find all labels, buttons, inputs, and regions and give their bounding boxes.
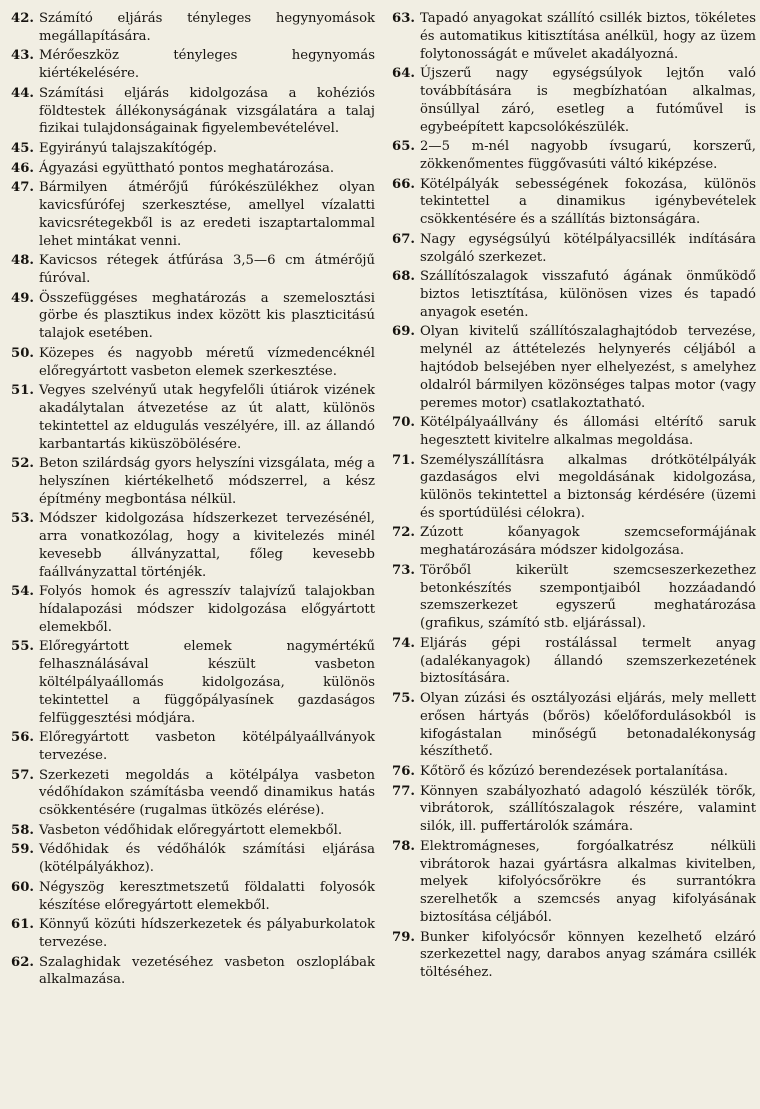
item-number: 42.	[11, 11, 34, 26]
list-item	[385, 838, 756, 927]
item-number: 56.	[11, 730, 34, 746]
item-text: Olyan kivitelű szállítószalaghajtódob tervezése, melynél az áttételezés helynyerés céljából a hajtódob belsejében nyer elhelyezést, s amelyhez oldalról bármilyen közönséges talpas motor (vagy peremes motor) csatlakoztatható.	[420, 324, 756, 411]
item-text: Szállítószalagok visszafutó ágának önműködő biztos letisztítása, különösen vizes és tapadó anyagok esetén.	[420, 269, 756, 320]
item-number: 53.	[11, 511, 34, 527]
item-number: 49.	[11, 290, 34, 306]
list-item	[4, 767, 375, 820]
list-item	[4, 638, 375, 727]
item-text: Zúzott kőanyagok szemcseformájának meghatározására módszer kidolgozása.	[420, 525, 756, 559]
list-item	[4, 160, 375, 178]
item-text: Eljárás gépi rostálással termelt anyag (adalékanyagok) állandó szemszerkezetének biztosítására.	[420, 635, 756, 687]
item-text: Törőből kikerült szemcseszerkezethez betonkészítés szempontjaiból hozzáadandó szemszerkezet egyszerű meghatározása (grafikus, számító stb. eljárással).	[420, 562, 756, 632]
item-number: 64.	[392, 66, 415, 82]
item-text: Összefüggéses meghatározás a szemelosztási görbe és plasztikus index között kis plaszticitású talajok esetében.	[39, 290, 375, 342]
item-text: Számítási eljárás kidolgozása a kohéziós földtestek állékonyságának vizsgálatára a talaj fizikai tulajdonságainak figyelembevételével.	[39, 85, 375, 137]
list-item	[4, 290, 375, 343]
list-item	[4, 345, 375, 381]
item-text: Könnyen szabályozható adagoló készülék törők, vibrátorok, szállítószalagok részére, valamint silók, ill. puffertárolók számára.	[420, 783, 756, 835]
list-item	[4, 822, 375, 840]
item-text: Olyan zúzási és osztályozási eljárás, mely mellett erősen hártyás (bőrös) kőelőfordulásokból is kifogástalan minőségű betonadalékonyság készíthető.	[420, 691, 756, 760]
list-item	[4, 916, 375, 952]
item-text: Közepes és nagyobb méretű vízmedencéknél előregyártott vasbeton elemek szerkesztése.	[39, 345, 375, 379]
item-number: 50.	[11, 345, 34, 361]
list-item	[385, 690, 756, 761]
left-column	[4, 10, 375, 1109]
item-number: 73.	[392, 562, 415, 578]
item-text: Kőtörő és kőzúzó berendezések portalanítása.	[420, 764, 728, 780]
right-column	[385, 10, 756, 1109]
list-item	[4, 729, 375, 765]
item-number: 79.	[392, 929, 415, 945]
list-item	[385, 268, 756, 321]
list-item	[385, 231, 756, 267]
item-number: 45.	[11, 140, 34, 156]
item-text: Négyszög keresztmetszetű földalatti folyosók készítése előregyártott elemekből.	[39, 879, 375, 913]
item-text: Beton szilárdság gyors helyszíni vizsgálata, még a helyszínen kiértékelhető módszerrel, a kész építmény megbontása nélkül.	[39, 456, 375, 507]
item-text: Tapadó anyagokat szállító csillék biztos, tökéletes és automatikus kitisztítása anélkül, hogy az üzem folytonosságát e művelet akadályozná.	[420, 11, 756, 62]
item-number: 68.	[392, 269, 415, 285]
item-number: 58.	[11, 822, 34, 838]
item-number: 75.	[392, 691, 415, 707]
item-number: 46.	[11, 160, 34, 176]
item-text: Módszer kidolgozása hídszerkezet tervezésénél, arra vonatkozólag, hogy a kivitelezés minél kevesebb állványzattal, főleg kevesebb faállványzattal történjék.	[39, 511, 375, 580]
item-number: 61.	[11, 917, 34, 933]
item-number: 69.	[392, 324, 415, 340]
item-number: 65.	[392, 139, 415, 155]
item-text: Számító eljárás tényleges hegynyomások megállapítására.	[39, 11, 375, 44]
item-text: Egyirányú talajszakítógép.	[39, 140, 217, 156]
list-item	[385, 452, 756, 523]
list-item	[385, 10, 756, 63]
list-item	[4, 510, 375, 581]
list-item	[4, 47, 375, 83]
list-item	[4, 455, 375, 508]
item-text: Kavicsos rétegek átfúrása 3,5—6 cm átmérőjű fúróval.	[39, 253, 375, 286]
list-item	[385, 562, 756, 633]
item-number: 70.	[392, 415, 415, 431]
item-number: 44.	[11, 85, 34, 101]
item-text: Ágyazási együttható pontos meghatározása.	[39, 160, 335, 176]
item-number: 47.	[11, 180, 34, 196]
item-number: 77.	[392, 783, 415, 799]
item-number: 48.	[11, 253, 34, 269]
item-text: Kötélpályaállvány és állomási eltérítő saruk hegesztett kivitelre alkalmas megoldása.	[420, 415, 756, 448]
list-item	[385, 524, 756, 560]
list-item	[385, 763, 756, 781]
item-number: 51.	[11, 383, 34, 399]
item-text: Nagy egységsúlyú kötélpályacsillék indítására szolgáló szerkezet.	[420, 231, 756, 265]
item-text: 2—5 m-nél nagyobb ívsugarú, korszerű, zökkenőmentes függővasúti váltó kiképzése.	[420, 139, 756, 172]
item-text: Kötélpályák sebességének fokozása, különös tekintettel a dinamikus igénybevételek csökkentésére és a szállítás biztonságára.	[420, 176, 756, 228]
item-text: Védőhidak és védőhálók számítási eljárása (kötélpályákhoz).	[39, 842, 375, 876]
list-item	[4, 140, 375, 158]
item-number: 57.	[11, 767, 34, 783]
item-text: Bunker kifolyócsőr könnyen kezelhető elzáró szerkezettel nagy, darabos anyag számára csillék töltéséhez.	[420, 929, 756, 981]
item-number: 60.	[11, 879, 34, 895]
item-number: 54.	[11, 584, 34, 600]
item-text: Könnyű közúti hídszerkezetek és pályaburkolatok tervezése.	[39, 917, 375, 950]
item-text: Elektromágneses, forgóalkatrész nélküli vibrátorok hazai gyártásra alkalmas kivitelben, melyek kifolyócsőrökre és surrantókra szerelhetők a szemcsés anyag kifolyásának biztosítása céljából.	[420, 838, 756, 925]
list-item	[4, 382, 375, 453]
item-number: 72.	[392, 525, 415, 541]
item-number: 67.	[392, 231, 415, 247]
item-text: Személyszállításra alkalmas drótkötélpályák gazdaságos elvi megoldásának kidolgozása, különös tekintettel a biztonság kérdésére (üzemi és sportúdülési célokra).	[420, 452, 756, 521]
item-text: Vasbeton védőhidak előregyártott elemekből.	[39, 822, 343, 838]
item-number: 63.	[392, 11, 415, 26]
item-number: 76.	[392, 764, 415, 780]
list-item	[4, 85, 375, 138]
list-item	[4, 179, 375, 250]
list-item	[385, 138, 756, 174]
list-item	[385, 323, 756, 412]
item-number: 66.	[392, 176, 415, 192]
list-item	[385, 414, 756, 450]
item-number: 62.	[11, 954, 34, 970]
list-item	[4, 879, 375, 915]
list-item	[385, 929, 756, 982]
item-number: 52.	[11, 456, 34, 472]
item-text: Mérőeszköz tényleges hegynyomás kiértékelésére.	[39, 48, 375, 82]
list-item	[4, 252, 375, 288]
item-text: Vegyes szelvényű utak hegyfelőli útiárok vizének akadálytalan átvezetése az út alatt, különös tekintettel az eldugulás veszélyére, ill. az állandó karbantartás kiküszöbölésére.	[39, 383, 375, 452]
item-text: Bármilyen átmérőjű fúrókészülékhez olyan kavicsfúrófej szerkesztése, amellyel vízalatti kavicsrétegekből is az eredeti iszaptartalommal lehet mintákat venni.	[39, 180, 375, 249]
item-number: 78.	[392, 838, 415, 854]
item-number: 74.	[392, 635, 415, 651]
item-text: Újszerű nagy egységsúlyok lejtőn való továbbítására is megbízhatóan alkalmas, önsúllyal záró, esetleg a futóművel is egybeépített kapcsolókészülék.	[420, 66, 756, 135]
item-number: 71.	[392, 452, 415, 468]
list-item	[385, 783, 756, 836]
item-number: 55.	[11, 639, 34, 655]
item-text: Előregyártott vasbeton kötélpályaállványok tervezése.	[39, 730, 375, 764]
list-item	[4, 583, 375, 636]
list-item	[385, 635, 756, 688]
list-item	[4, 954, 375, 990]
list-item	[385, 65, 756, 136]
item-text: Szerkezeti megoldás a kötélpálya vasbeton védőhídakon számításba veendő dinamikus hatás csökkentésére (rugalmas ütközés elérése).	[39, 767, 375, 819]
list-item	[4, 841, 375, 877]
list-item	[385, 176, 756, 229]
item-text: Szalaghidak vezetéséhez vasbeton oszloplábak alkalmazása.	[39, 954, 375, 988]
item-text: Előregyártott elemek nagymértékű felhasználásával készült vasbeton költélpályaállomás kidolgozása, különös tekintettel a függőpályasínek gazdaságos felfüggesztési módjára.	[39, 639, 375, 726]
item-number: 43.	[11, 48, 34, 64]
item-number: 59.	[11, 842, 34, 858]
list-item	[4, 10, 375, 46]
item-text: Folyós homok és agresszív talajvízű talajokban hídalapozási módszer kidolgozása előgyártott elemekből.	[39, 584, 375, 635]
